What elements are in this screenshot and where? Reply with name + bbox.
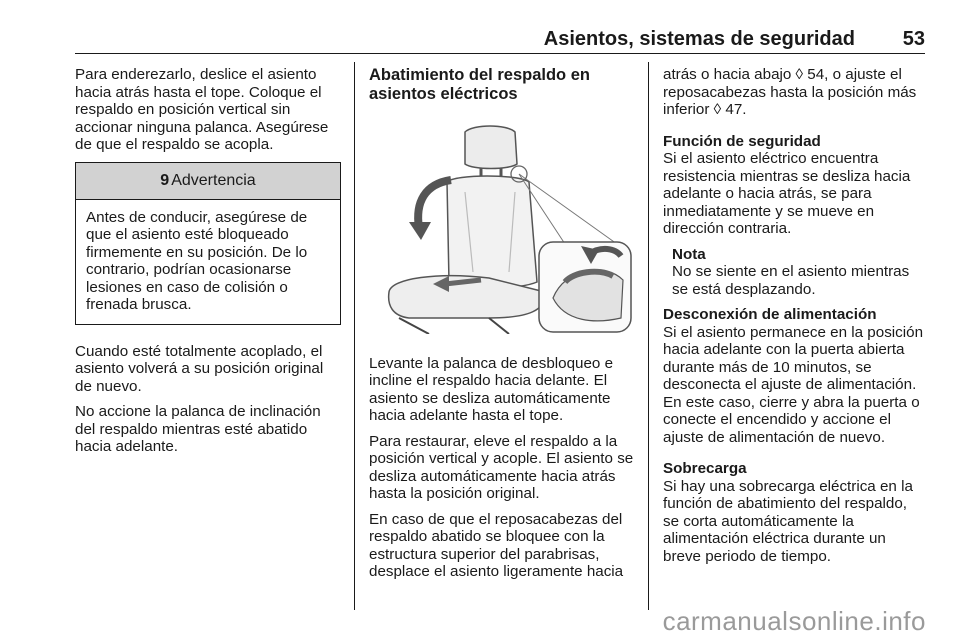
paragraph: Levante la palanca de desbloqueo e incline el respaldo hacia delante. El asiento se desliza automáticamente hacia adelante hasta el tope. bbox=[369, 354, 614, 424]
seat-illustration-icon bbox=[369, 122, 633, 334]
paragraph: Si el asiento eléctrico encuentra resistencia mientras se desliza hacia adelante o hacia atrás, se para inmediatamente y se mueve en dirección contraria. bbox=[663, 150, 911, 237]
column-3 bbox=[663, 66, 927, 573]
paragraph: Si el asiento permanece en la posición hacia adelante con la puerta abierta durante más de 10 minutos, se desconecta el ajuste de alimentación. En este caso, cierre y abra la puerta o conecte el encendido y accione el ajuste de alimentación de nuevo. bbox=[663, 323, 924, 446]
warning-title: Advertencia bbox=[171, 171, 256, 189]
paragraph: En caso de que el reposacabezas del respaldo abatido se bloquee con la estructura superior del parabrisas, desplace el asiento ligeramente hacia bbox=[369, 510, 624, 580]
paragraph: Si hay una sobrecarga eléctrica en la función de abatimiento del respaldo, se corta automáticamente la alimentación eléctrica durante un breve periodo de tiempo. bbox=[663, 477, 913, 565]
subheading-power: Desconexión de alimentación bbox=[663, 306, 877, 323]
paragraph: Para restaurar, eleve el respaldo a la posición vertical y acople. El asiento se desliza automáticamente hacia atrás hasta la posición original. bbox=[369, 432, 634, 502]
page-header bbox=[75, 28, 925, 50]
paragraph: atrás o hacia abajo ◊ 54, o ajuste el reposacabezas hasta la posición más inferior ◊ 47. bbox=[663, 66, 917, 118]
header-rule bbox=[75, 53, 925, 54]
subheading-safety: Función de seguridad bbox=[663, 132, 821, 150]
paragraph: Cuando esté totalmente acoplado, el asiento volverá a su posición original de nuevo. bbox=[75, 342, 324, 395]
note-title: Nota bbox=[672, 245, 706, 263]
warning-icon: 9 bbox=[160, 171, 170, 189]
section-title: Asientos, sistemas de seguridad bbox=[543, 28, 855, 50]
paragraph: No accione la palanca de inclinación del respaldo mientras esté abatido hacia adelante. bbox=[75, 403, 321, 455]
warning-text: Antes de conducir, asegúrese de que el asiento esté bloqueado firmemente en su posición. De lo contrario, podrían ocasionarse lesiones en caso de colisión o frenada brusca. bbox=[86, 208, 308, 313]
column-divider bbox=[648, 62, 649, 610]
column-1 bbox=[75, 66, 341, 464]
warning-box bbox=[75, 162, 341, 325]
watermark: carmanualsonline.info bbox=[662, 606, 926, 636]
warning-header bbox=[76, 163, 340, 200]
column-divider bbox=[354, 62, 355, 610]
note-box bbox=[663, 246, 927, 299]
page-number: 53 bbox=[902, 28, 925, 50]
column-2 bbox=[369, 66, 635, 589]
note-text: No se siente en el asiento mientras se está desplazando. bbox=[672, 263, 910, 298]
intro-paragraph: Para enderezarlo, deslice el asiento hacia atrás hasta el tope. Coloque el respaldo en posición vertical sin accionar ninguna palanca. Asegúrese de que el respaldo se acopla. bbox=[75, 66, 329, 153]
subheading-overload: Sobrecarga bbox=[663, 460, 747, 477]
section-heading: Abatimiento del respaldo en asientos eléctricos bbox=[369, 66, 590, 103]
